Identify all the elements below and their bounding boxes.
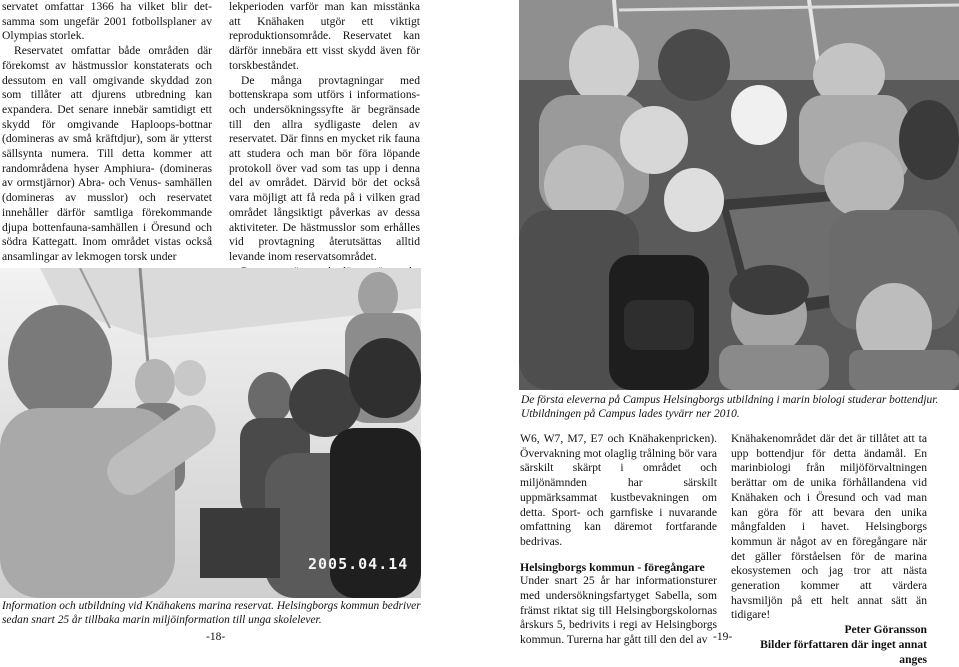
paragraph: Reservatet omfattar både områden där förekomst av hästmusslor konstaterats och dessutom en vall omgivande skyddad zon som tillåter att djurens utbredning kan expandera. Det senare innebär samtidigt ett skydd för omgivande Haploops-bottnar (domineras av små kräftdjur), som är ytterst sällsynta numera. Till detta kommer att randområdena hyser Amphiura- (domineras av ormstjärnor) Abra- och Venus- samhällen (domineras av musslor) och reservatet innehåller därför samtliga förekommande djupa bottenfauna-samhällen i Öresund och södra Kattegatt. Inom området vistas också ansamlingar av lekmogen torsk under: [2, 44, 212, 263]
right-column-1: [520, 432, 717, 648]
paragraph: De många provtagningar med bottenskrapa som utförs i informations- och undersökningssyfte är begränsade till den allra sydligaste delen av reservatet. Där finns en mycket rik fauna att studera och man bör föra löpande protokoll över vad som tas upp i denna del av området. Därvid bör det också vara möjligt att få reda på i vilken grad området långsiktigt påverkas av dessa aktiviteter. De hästmusslor som erhålles vid provtagning återutsättas alltid levande inom reservatsområdet.: [229, 73, 420, 263]
paragraph: Under snart 25 år har informationsturer med undersökningsfartyget Sabella, som främst riktat sig till Helsingborgskolornas årskurs 5, bedrivits i regi av Helsingborgs kommun. Turerna har gått till den del av: [520, 574, 717, 647]
photo-illustration: [519, 0, 959, 390]
left-photo-caption: Information och utbildning vid Knähakens marina reservat. Helsingborgs kommun bedriver sedan snart 25 år tillbaka marin miljöinformation till unga skolelever.: [2, 600, 421, 626]
photo-credit: Bilder författaren där inget annat anges: [760, 637, 927, 666]
photo-illustration: [0, 268, 421, 598]
paragraph: Knähakenområdet där det är tillåtet att ta upp bottendjur för detta ändamål. En marinbiologi från miljöförvaltningen berättar om de unika förhållandena vid Knähaken och i Öresund och vad man kan göra för att bevara den unika mångfalden i havet. Helsingborgs kommun är något av en föregångare när det gäller förståelsen för de marina ekosystemen och jag tror att nästa generation kommer att värdera havsmiljön på ett helt annat sätt än tidigare!: [731, 432, 927, 622]
photo-date-stamp: 2005.04.14: [308, 555, 409, 573]
paragraph: W6, W7, M7, E7 och Knähakenpricken). Övervakning mot olaglig trålning bör vara särskilt skärpt i området och miljönämnden har särskilt uppmärksammat kustbevakningen om detta. Sport- och garnfiske i nuvarande omfattning kan däremot fortfarande bedrivas.: [520, 432, 717, 548]
right-photo-caption: De första eleverna på Campus Helsingborgs utbildning i marin biologi studerar bottendjur. Utbildningen på Campus lades tyvärr ner 2010.: [521, 394, 939, 420]
page-number-right: -19-: [713, 631, 733, 643]
paragraph: lekperioden varför man kan misstänka att Knähaken utgör ett viktigt reproduktionsområde. Reservatet kan därför innebära ett visst skydd även för torskbeståndet.: [229, 0, 420, 72]
photo-students-on-boat: [0, 268, 421, 598]
photo-students-studying-bottom-animals: [519, 0, 959, 390]
page-number-left: -18-: [206, 631, 226, 643]
right-column-2: [731, 432, 927, 667]
left-column-1: [2, 0, 212, 265]
section-heading: Helsingborgs kommun - föregångare: [520, 559, 705, 574]
paragraph: servatet omfattar 1366 ha vilket blir det-samma som ungefär 2001 fotbollsplaner av Olympias storlek.: [2, 0, 212, 43]
author-name: Peter Göransson: [844, 623, 927, 637]
